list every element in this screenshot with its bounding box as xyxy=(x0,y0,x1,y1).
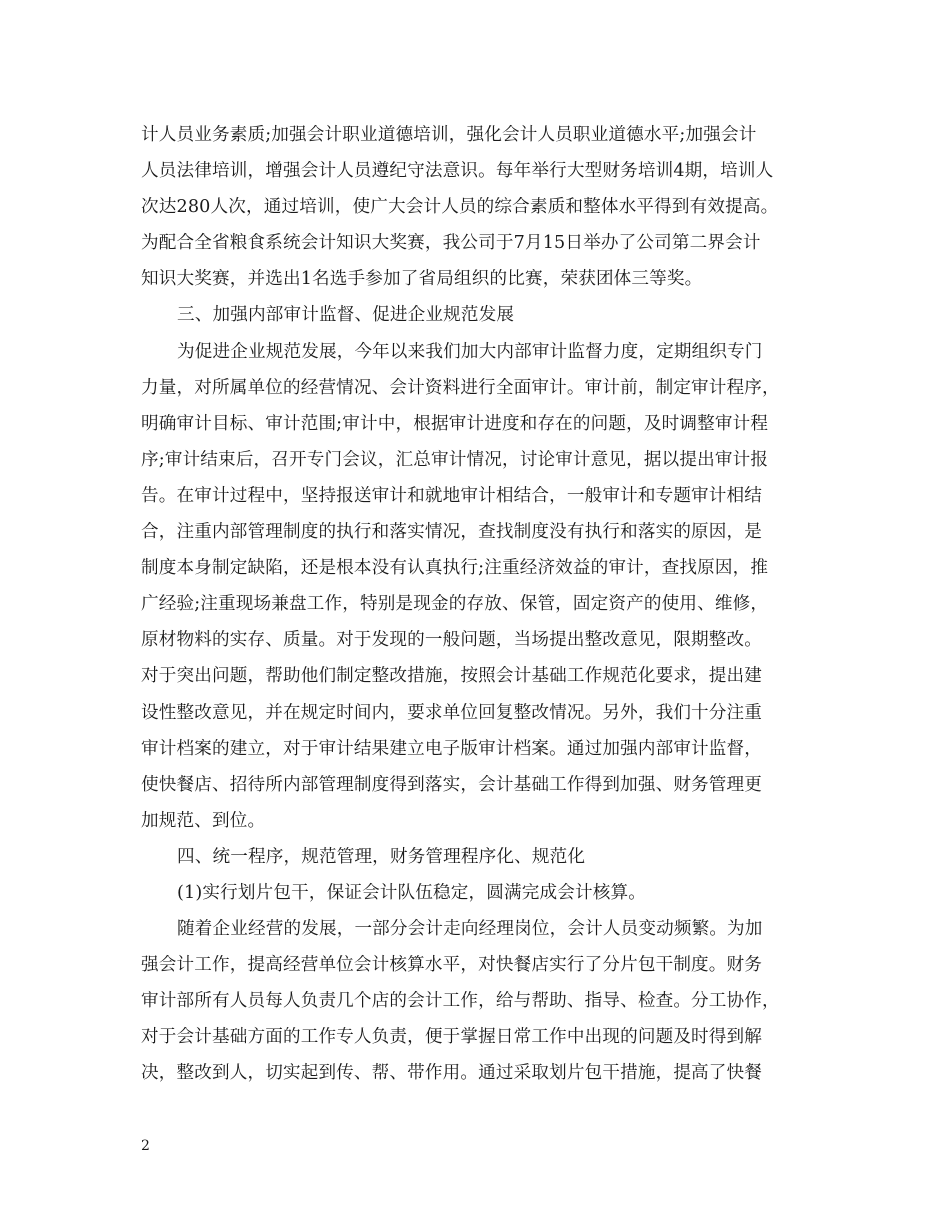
text-line: (1)实行划片包干，保证会计队伍稳定，圆满完成会计核算。 xyxy=(177,882,646,903)
text-line: 随着企业经营的发展，一部分会计走向经理岗位，会计人员变动频繁。为加 xyxy=(177,919,763,940)
text-line: 广经验;注重现场兼盘工作，特别是现金的存放、保管，固定资产的使用、维修， xyxy=(141,594,769,615)
text-line: 三、加强内部审计监督、促进企业规范发展 xyxy=(177,305,515,326)
text-line: 决，整改到人，切实起到传、帮、带作用。通过采取划片包干措施，提高了快餐 xyxy=(141,1063,763,1084)
document-body xyxy=(141,117,813,1092)
text-line: 原材物料的实存、质量。对于发现的一般问题，当场提出整改意见，限期整改。 xyxy=(141,630,763,651)
text-line: 审计档案的建立，对于审计结果建立电子版审计档案。通过加强内部审计监督， xyxy=(141,738,763,759)
text-line: 合，注重内部管理制度的执行和落实情况，查找制度没有执行和落实的原因，是 xyxy=(141,522,763,543)
text-line: 知识大奖赛，并选出1名选手参加了省局组织的比赛，荣获团体三等奖。 xyxy=(141,269,703,290)
text-line: 次达280人次，通过培训，使广大会计人员的综合素质和整体水平得到有效提高。 xyxy=(141,197,779,218)
text-line: 强会计工作，提高经营单位会计核算水平，对快餐店实行了分片包干制度。财务 xyxy=(141,955,763,976)
text-line: 四、统一程序，规范管理，财务管理程序化、规范化 xyxy=(177,846,586,867)
text-line: 计人员业务素质;加强会计职业道德培训，强化会计人员职业道德水平;加强会计 xyxy=(141,125,757,145)
text-line: 明确审计目标、审计范围;审计中，根据审计进度和存在的问题，及时调整审计程 xyxy=(141,413,769,434)
text-line: 对于突出问题，帮助他们制定整改措施，按照会计基础工作规范化要求，提出建 xyxy=(141,666,763,687)
text-line: 力量，对所属单位的经营情况、会计资料进行全面审计。审计前，制定审计程序， xyxy=(141,377,780,398)
text-line: 人员法律培训，增强会计人员遵纪守法意识。每年举行大型财务培训4期，培训人 xyxy=(141,161,774,182)
text-line: 告。在审计过程中，坚持报送审计和就地审计相结合，一般审计和专题审计相结 xyxy=(141,485,763,506)
text-line: 使快餐店、招待所内部管理制度得到落实，会计基础工作得到加强、财务管理更 xyxy=(141,774,763,795)
text-line: 对于会计基础方面的工作专人负责，便于掌握日常工作中出现的问题及时得到解 xyxy=(141,1027,763,1048)
text-line: 加规范、到位。 xyxy=(141,810,266,831)
text-line: 序;审计结束后，召开专门会议，汇总审计情况，讨论审计意见，据以提出审计报 xyxy=(141,449,769,470)
page-number: 2 xyxy=(141,1138,150,1154)
text-line: 设性整改意见，并在规定时间内，要求单位回复整改情况。另外，我们十分注重 xyxy=(141,702,763,723)
text-line: 审计部所有人员每人负责几个店的会计工作，给与帮助、指导、检查。分工协作， xyxy=(141,991,780,1012)
text-line: 制度本身制定缺陷，还是根本没有认真执行;注重经济效益的审计，查找原因，推 xyxy=(141,558,769,579)
text-line: 为促进企业规范发展，今年以来我们加大内部审计监督力度，定期组织专门 xyxy=(177,341,763,362)
text-line: 为配合全省粮食系统会计知识大奖赛，我公司于7月15日举办了公司第二界会计 xyxy=(141,233,761,254)
